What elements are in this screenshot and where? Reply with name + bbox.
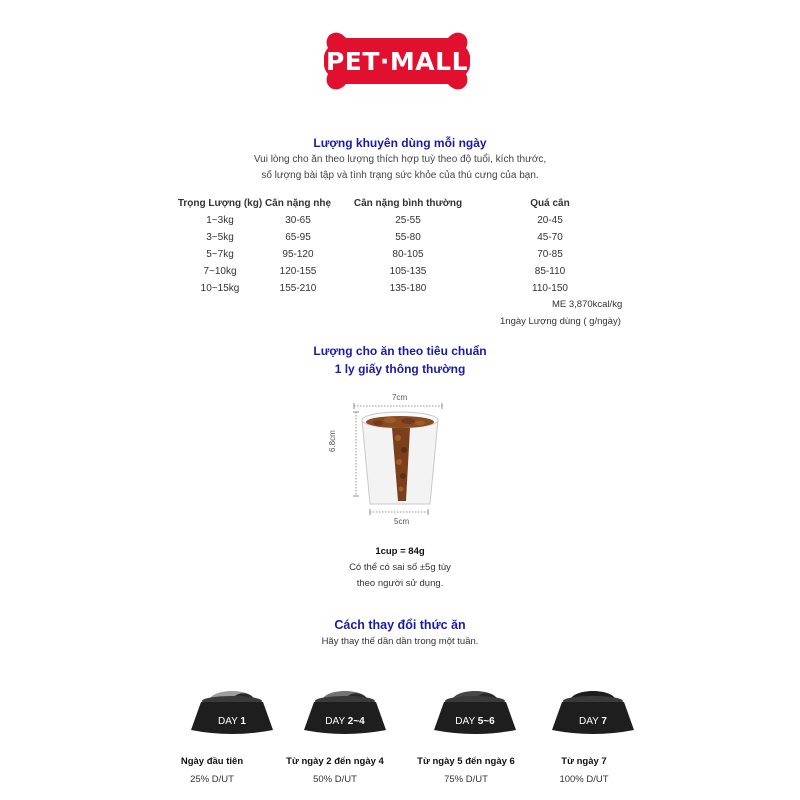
cup-top-dimension: 7cm xyxy=(392,393,408,402)
day-label xyxy=(187,716,277,727)
cell-normal: 25-55 xyxy=(395,215,421,226)
cell-overweight: 20-45 xyxy=(537,215,563,226)
cell-light: 65-95 xyxy=(285,232,311,243)
recommend-subtitle-2: số lượng bài tập và tình trạng sức khỏe của thú cưng của bạn. xyxy=(261,170,539,181)
cell-weight: 3~5kg xyxy=(206,232,234,243)
recommend-title: Lượng khuyên dùng mỗi ngày xyxy=(313,136,487,150)
header-normal: Cân nặng bình thường xyxy=(353,198,463,209)
cell-normal: 55-80 xyxy=(395,232,421,243)
logo-text: PET·MALL xyxy=(325,47,469,76)
cell-weight: 10~15kg xyxy=(200,283,240,294)
cell-weight: 1~3kg xyxy=(206,215,234,226)
cup-weight: 1cup = 84g xyxy=(375,546,425,557)
cell-normal: 135-180 xyxy=(389,283,427,294)
change-subtitle: Hãy thay thế dần dần trong một tuần. xyxy=(321,636,479,647)
cell-overweight: 110-150 xyxy=(532,283,568,294)
day-number: 5~6 xyxy=(477,716,495,727)
header-weight: Trọng Lượng (kg) xyxy=(177,198,263,209)
unit-note: 1ngày Lượng dùng ( g/ngày) xyxy=(500,316,621,327)
step-percent: 75% D/UT xyxy=(444,774,488,785)
cell-weight: 5~7kg xyxy=(206,249,234,260)
standard-title-1: Lượng cho ăn theo tiêu chuẩn xyxy=(313,344,487,358)
dog-bowl-icon xyxy=(430,686,520,736)
day-label xyxy=(300,716,390,727)
dog-bowl-icon xyxy=(300,686,390,736)
recommend-subtitle-1: Vui lòng cho ăn theo lượng thích hợp tuỳ theo độ tuổi, kích thước, xyxy=(253,154,547,165)
cell-weight: 7~10kg xyxy=(203,266,237,277)
cell-light: 120-155 xyxy=(279,266,317,277)
cup-bottom-dimension: 5cm xyxy=(394,517,410,526)
paper-cup-illustration xyxy=(336,388,456,528)
cell-light: 95-120 xyxy=(282,249,314,260)
cell-normal: 105-135 xyxy=(389,266,427,277)
step-label: Từ ngày 7 xyxy=(561,756,607,767)
day-label xyxy=(548,716,638,727)
cell-light: 30-65 xyxy=(285,215,311,226)
day-number: 2~4 xyxy=(347,716,365,727)
day-prefix: DAY xyxy=(579,716,602,727)
day-label xyxy=(430,716,520,727)
energy-note: ME 3,870kcal/kg xyxy=(552,299,623,310)
day-prefix: DAY xyxy=(455,716,478,727)
cell-overweight: 45-70 xyxy=(537,232,563,243)
header-light: Cân nặng nhẹ xyxy=(264,198,332,209)
cell-light: 155-210 xyxy=(279,283,317,294)
dog-bowl-icon xyxy=(187,686,277,736)
tolerance-line-1: Có thể có sai số ±5g tùy xyxy=(349,562,451,573)
standard-title-2: 1 ly giấy thông thường xyxy=(334,362,466,376)
step-percent: 50% D/UT xyxy=(313,774,357,785)
step-percent: 25% D/UT xyxy=(190,774,234,785)
dog-bowl-icon xyxy=(548,686,638,736)
step-percent: 100% D/UT xyxy=(559,774,609,785)
day-prefix: DAY xyxy=(325,716,348,727)
header-overweight: Quá cân xyxy=(530,198,570,209)
cell-overweight: 70-85 xyxy=(537,249,563,260)
step-label: Ngày đầu tiên xyxy=(180,756,244,767)
cup-height-dimension: 6.8cm xyxy=(328,430,337,452)
day-number: 1 xyxy=(240,716,246,727)
cell-normal: 80-105 xyxy=(392,249,424,260)
step-label: Từ ngày 2 đến ngày 4 xyxy=(286,756,384,767)
day-number: 7 xyxy=(601,716,607,727)
change-title: Cách thay đổi thức ăn xyxy=(334,618,466,632)
pet-mall-logo[interactable] xyxy=(324,28,470,94)
cell-overweight: 85-110 xyxy=(534,266,566,277)
tolerance-line-2: theo người sử dụng. xyxy=(356,578,444,589)
day-prefix: DAY xyxy=(218,716,241,727)
step-label: Từ ngày 5 đến ngày 6 xyxy=(417,756,515,767)
